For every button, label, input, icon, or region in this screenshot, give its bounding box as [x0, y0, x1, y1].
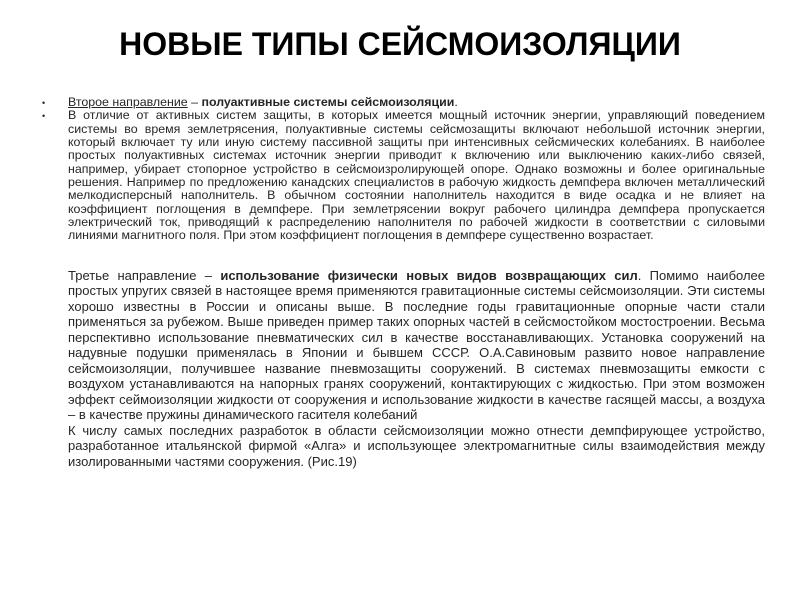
text-segment: Третье направление –	[68, 267, 221, 283]
slide-body	[42, 95, 766, 469]
text-segment: К числу самых последних разработок в области сейсмоизоляции можно отнести демпфирующее устройство, разработанное итальянской фирмой «Алга» и использующее электромагнитные силы взаимодействия между изолированными частями сооружения. (Рис.19)	[68, 422, 765, 469]
text-segment: . Помимо наиболее простых упругих связей в настоящее время применяются гравитационные системы сейсмоизоляции. Эти системы хорошо известны в России и описаны выше. В последние годы гравитационные опорные части стали применяться за рубежом. Выше приведен пример таких опорных частей в сейсмостойком мостостроении. Весьма перспективно использование пневматических сил в качестве восстанавливающих. Установка сооружений на надувные подушки применялась в Японии и бывшем СССР. О.А.Савиновым развито новое направление сейсмоизоляции, получившее название пневмозащиты сооружений. В системах пневмозащиты емкости с воздухом устанавливаются на напорных гранях сооружений, контактирующих с жидкостью. При этом возможен эффект сеймоизоляции жидкости от сооружения и использование жидкости в качестве гасящей массы, а воздуха – в качестве пружины динамического гасителя колебаний	[68, 267, 766, 423]
bullet-list	[42, 95, 765, 243]
paragraph-list	[68, 268, 765, 470]
bullet-icon: •	[42, 97, 46, 108]
slide-title: НОВЫЕ ТИПЫ СЕЙСМОИЗОЛЯЦИИ	[119, 26, 681, 62]
paragraph	[68, 268, 765, 423]
bullet-item	[42, 95, 765, 109]
bullet-item	[42, 108, 765, 243]
text-segment: использование физически новых видов возвращающих сил	[220, 267, 638, 283]
text-segment: –	[187, 95, 202, 109]
text-segment: полуактивные системы сейсмоизоляции	[201, 95, 455, 109]
text-segment: В отличие от активных систем защиты, в которых имеется мощный источник энергии, управляющий поведением системы во время землетрясения, полуактивные системы сейсмозащиты включают небольшой источник энергии, который включает ту или иную систему пассивной защиты при интенсивных сейсмических колебаниях. В наиболее простых полуактивных системах источник энергии приводит к включению или выключению каких-либо связей, например, убирает стопорное устройство в сейсмоизролирующей опоре. Однако возможны и более оригинальные решения. Например по предложению канадских специалистов в рабочую жидкость демпфера включен металлический мелкодисперсный наполнитель. В обычном состоянии наполнитель находится в виде осадка и не влияет на коэффициент поглощения в демпфере. При землетрясении вокруг рабочего цилиндра демпфера пропускается электрический ток, приводящий к распределению наполнителя по рабочей жидкости в соответствии с силовыми линиями магнитного поля. При этом коэффициент поглощения в демпфере существенно возрастает.	[68, 108, 765, 243]
text-segment: Второе направление	[68, 95, 188, 109]
bullet-icon: •	[42, 110, 46, 121]
paragraph	[68, 423, 765, 470]
text-segment: .	[454, 95, 458, 109]
